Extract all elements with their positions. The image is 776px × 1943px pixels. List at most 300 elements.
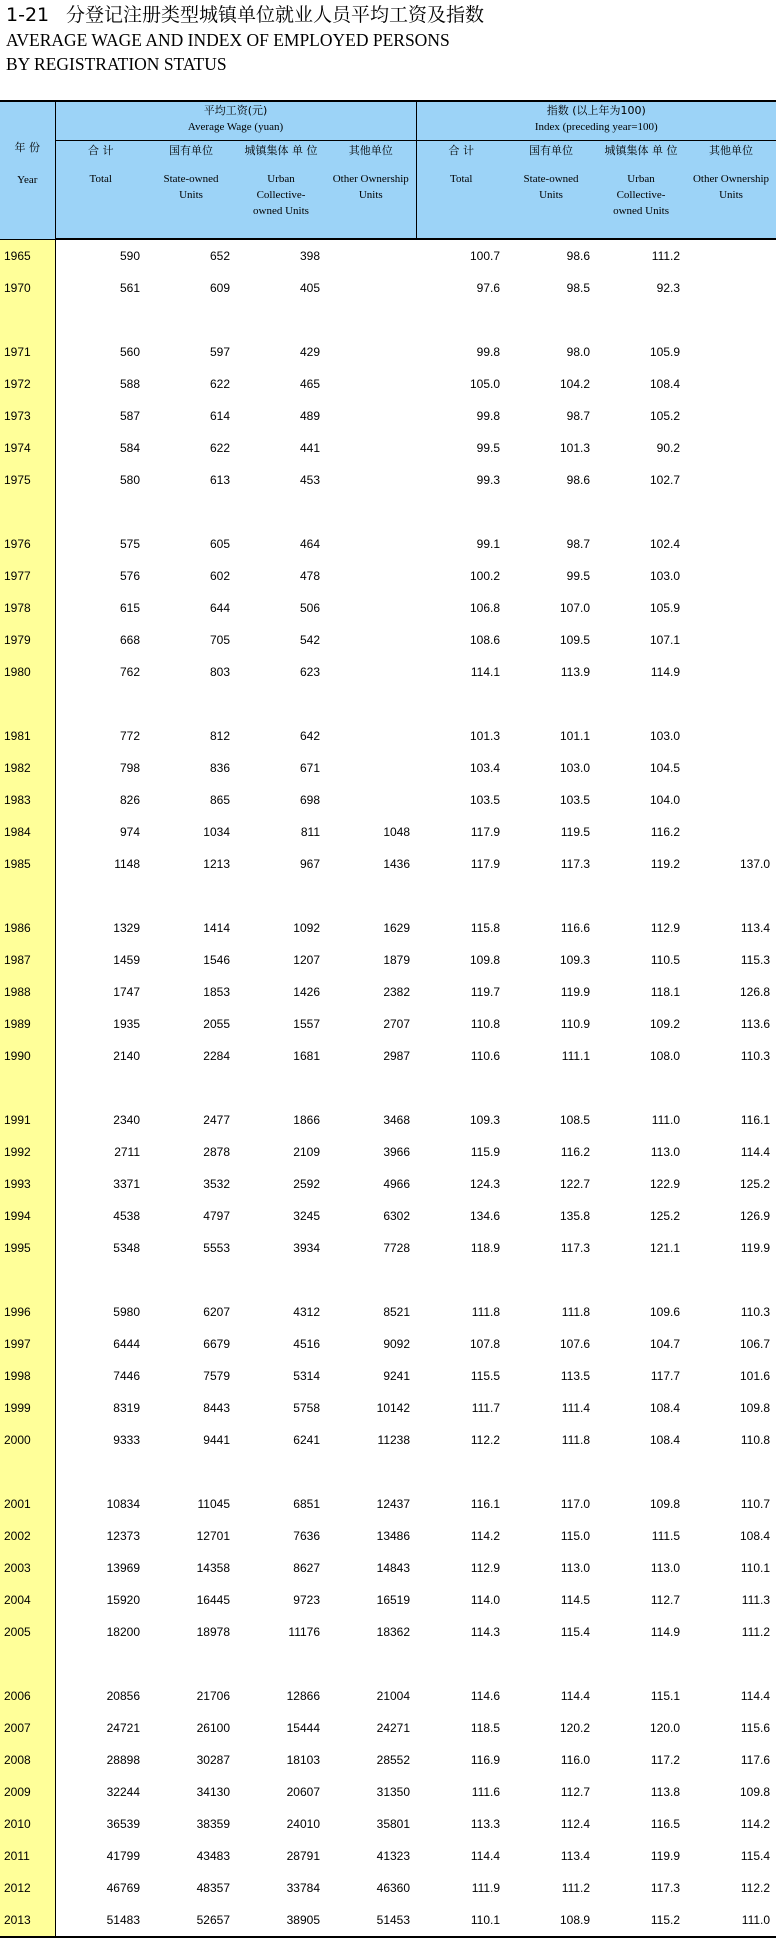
empty-cell: [55, 688, 146, 720]
spacer-row: [0, 1264, 776, 1296]
empty-cell: [686, 1456, 776, 1488]
wage-cell: 11176: [288, 1625, 320, 1639]
column-header-wage-4: [326, 141, 416, 240]
empty-cell: [416, 688, 506, 720]
empty-cell: [55, 304, 146, 336]
index-cell: 116.1: [470, 1497, 501, 1511]
index-cell: 107.0: [560, 601, 591, 615]
wage-cell: 51453: [326, 1904, 416, 1937]
index-cell: 114.4: [740, 1689, 771, 1703]
wage-cell: 20607: [286, 1785, 320, 1799]
year-cell: 1992: [0, 1136, 55, 1168]
year-cell: 1965: [0, 239, 55, 272]
index-cell: 113.8: [650, 1785, 681, 1799]
wage-cell: 6851: [293, 1497, 320, 1511]
year-cell: [0, 688, 55, 720]
wage-cell: 13486: [376, 1529, 411, 1543]
empty-cell: [236, 1456, 326, 1488]
table-title-en-line1: AVERAGE WAGE AND INDEX OF EMPLOYED PERSONS: [6, 30, 450, 50]
year-header-zh: 年 份: [14, 141, 40, 154]
wage-cell: 4516: [293, 1337, 320, 1351]
wage-cell: 26100: [196, 1721, 230, 1735]
wage-cell: 34130: [196, 1785, 230, 1799]
index-cell: 114.9: [650, 1625, 681, 1639]
wage-cell: 24721: [106, 1721, 140, 1735]
index-cell: 99.8: [476, 345, 501, 359]
wage-cell: [326, 368, 416, 400]
wage-cell: 478: [299, 569, 320, 583]
index-cell: 110.1: [416, 1904, 506, 1937]
year-cell: 1984: [0, 816, 55, 848]
table-row: [0, 1008, 776, 1040]
index-cell: 111.0: [651, 1113, 681, 1127]
year-cell: 2009: [0, 1776, 55, 1808]
table-row: [0, 752, 776, 784]
index-cell: 116.6: [560, 921, 591, 935]
wage-cell: 8319: [113, 1401, 140, 1415]
wage-cell: 597: [209, 345, 230, 359]
index-cell: 105.9: [650, 601, 681, 615]
table-row: [0, 912, 776, 944]
wage-cell: 16445: [196, 1593, 230, 1607]
year-cell: 1976: [0, 528, 55, 560]
wage-cell: 14358: [196, 1561, 230, 1575]
spacer-row: [0, 1072, 776, 1104]
table-row: [0, 784, 776, 816]
wage-cell: 9723: [293, 1593, 320, 1607]
index-cell: [686, 239, 776, 272]
year-cell: 2004: [0, 1584, 55, 1616]
wage-cell: 642: [299, 729, 320, 743]
index-cell: 108.4: [650, 377, 681, 391]
empty-cell: [236, 496, 326, 528]
column-header-index-3: [596, 141, 686, 240]
wage-cell: 41323: [376, 1849, 411, 1863]
table-row: [0, 944, 776, 976]
wage-cell: 1426: [293, 985, 320, 999]
wage-cell: 12701: [196, 1529, 230, 1543]
index-cell: 116.5: [650, 1817, 681, 1831]
wage-cell: 811: [300, 825, 320, 839]
year-cell: 1981: [0, 720, 55, 752]
index-cell: 126.9: [740, 1209, 771, 1223]
empty-cell: [236, 304, 326, 336]
empty-cell: [146, 1264, 236, 1296]
wage-cell: 2284: [203, 1049, 230, 1063]
wage-cell: 602: [209, 569, 230, 583]
index-cell: 99.8: [476, 409, 501, 423]
index-cell: 114.2: [470, 1529, 501, 1543]
year-cell: 1973: [0, 400, 55, 432]
index-cell: 100.2: [470, 569, 501, 583]
index-cell: 103.5: [560, 793, 591, 807]
wage-cell: 20856: [106, 1689, 140, 1703]
column-header-en: Other Ownership Units: [332, 173, 409, 201]
index-cell: 120.2: [560, 1721, 591, 1735]
year-cell: [0, 1072, 55, 1104]
index-cell: 111.9: [471, 1881, 501, 1895]
wage-cell: 622: [209, 377, 230, 391]
index-cell: 112.4: [560, 1817, 591, 1831]
wage-cell: 3532: [203, 1177, 230, 1191]
empty-cell: [326, 1648, 416, 1680]
table-row: [0, 592, 776, 624]
wage-cell: 28791: [286, 1849, 320, 1863]
index-cell: 119.9: [650, 1849, 681, 1863]
index-cell: 137.0: [740, 857, 771, 871]
index-cell: 115.3: [740, 953, 771, 967]
wage-cell: 644: [209, 601, 230, 615]
table-row: [0, 368, 776, 400]
wage-cell: 575: [119, 537, 140, 551]
year-cell: 1974: [0, 432, 55, 464]
index-cell: 90.2: [656, 441, 681, 455]
index-cell: 112.7: [560, 1785, 591, 1799]
wage-cell: 46360: [376, 1881, 411, 1895]
wage-cell: 1414: [203, 921, 230, 935]
column-header-zh: 城镇集体 单 位: [604, 144, 678, 157]
index-cell: 98.7: [566, 537, 591, 551]
empty-cell: [55, 1648, 146, 1680]
wage-cell: 46769: [106, 1881, 140, 1895]
column-header-wage-1: [55, 141, 146, 240]
wage-cell: 21004: [376, 1689, 411, 1703]
year-cell: 1997: [0, 1328, 55, 1360]
index-cell: [686, 560, 776, 592]
table-title-zh-text: 分登记注册类型城镇单位就业人员平均工资及指数: [66, 4, 485, 26]
index-cell: 110.8: [740, 1433, 771, 1447]
wage-cell: 576: [119, 569, 140, 583]
year-cell: 1970: [0, 272, 55, 304]
index-cell: 108.4: [650, 1433, 681, 1447]
table-row: [0, 1584, 776, 1616]
index-cell: 116.2: [560, 1145, 591, 1159]
index-cell: 110.9: [560, 1017, 591, 1031]
wage-cell: 1459: [113, 953, 140, 967]
index-cell: 116.1: [740, 1113, 771, 1127]
wage-cell: 560: [119, 345, 140, 359]
wage-cell: 580: [119, 473, 140, 487]
year-cell: [0, 1264, 55, 1296]
average-wage-en: Average Wage (yuan): [187, 121, 284, 133]
average-wage-group-header: [55, 101, 416, 141]
year-cell: 2007: [0, 1712, 55, 1744]
index-cell: 109.5: [560, 633, 591, 647]
index-cell: 110.5: [650, 953, 681, 967]
index-cell: 111.6: [471, 1785, 501, 1799]
index-cell: 103.0: [560, 761, 591, 775]
index-cell: 113.0: [650, 1145, 681, 1159]
year-cell: 2008: [0, 1744, 55, 1776]
index-cell: 99.3: [476, 473, 501, 487]
empty-cell: [596, 496, 686, 528]
wage-cell: 6679: [203, 1337, 230, 1351]
wage-cell: 609: [209, 281, 230, 295]
table-row: [0, 720, 776, 752]
table-row: [0, 272, 776, 304]
year-cell: 1972: [0, 368, 55, 400]
wage-cell: 18362: [376, 1625, 411, 1639]
wage-cell: 8521: [383, 1305, 411, 1319]
wage-cell: 12866: [286, 1689, 320, 1703]
index-cell: 98.0: [566, 345, 591, 359]
wage-cell: 3966: [383, 1145, 411, 1159]
wage-cell: 1034: [203, 825, 230, 839]
wage-cell: 613: [209, 473, 230, 487]
wage-cell: 41799: [106, 1849, 140, 1863]
index-cell: 111.8: [471, 1305, 501, 1319]
year-cell: 1991: [0, 1104, 55, 1136]
column-header-index-1: [416, 141, 506, 240]
table-row: [0, 464, 776, 496]
index-cell: 108.9: [506, 1904, 596, 1937]
index-cell: 119.5: [560, 825, 591, 839]
index-cell: 110.6: [470, 1049, 501, 1063]
index-cell: 113.3: [470, 1817, 501, 1831]
wage-cell: 429: [299, 345, 320, 359]
wage-cell: [326, 336, 416, 368]
wage-cell: 489: [299, 409, 320, 423]
empty-cell: [326, 688, 416, 720]
index-cell: 119.2: [650, 857, 681, 871]
column-header-en: Other Ownership Units: [692, 173, 770, 201]
index-cell: 114.2: [740, 1817, 771, 1831]
year-cell: 1979: [0, 624, 55, 656]
index-cell: 111.2: [741, 1625, 771, 1639]
index-cell: [686, 368, 776, 400]
wage-cell: 622: [209, 441, 230, 455]
empty-cell: [506, 1648, 596, 1680]
index-cell: 117.3: [560, 857, 591, 871]
index-cell: 100.7: [470, 249, 501, 263]
wage-cell: 10834: [106, 1497, 140, 1511]
wage-cell: 3245: [293, 1209, 320, 1223]
table-title-en-line2: BY REGISTRATION STATUS: [6, 54, 227, 74]
wage-cell: 48357: [196, 1881, 230, 1895]
empty-cell: [146, 688, 236, 720]
wage-cell: 705: [209, 633, 230, 647]
table-row: [0, 816, 776, 848]
table-row: [0, 1712, 776, 1744]
wage-cell: 803: [209, 665, 230, 679]
index-cell: 110.7: [740, 1497, 771, 1511]
year-cell: 1975: [0, 464, 55, 496]
index-cell: 114.4: [470, 1849, 501, 1863]
wage-cell: [326, 720, 416, 752]
wage-cell: 398: [299, 249, 320, 263]
empty-cell: [506, 688, 596, 720]
table-row: [0, 976, 776, 1008]
empty-cell: [416, 496, 506, 528]
index-cell: [686, 816, 776, 848]
index-cell: 109.8: [650, 1497, 681, 1511]
column-header-en: Total: [450, 173, 473, 185]
table-row: [0, 1776, 776, 1808]
wage-cell: 9333: [113, 1433, 140, 1447]
wage-cell: 6241: [293, 1433, 320, 1447]
index-cell: 114.4: [560, 1689, 591, 1703]
index-cell: 108.6: [470, 633, 501, 647]
index-cell: 109.6: [650, 1305, 681, 1319]
index-cell: 106.8: [470, 601, 501, 615]
wage-cell: 18978: [196, 1625, 230, 1639]
index-cell: 114.3: [470, 1625, 501, 1639]
wage-cell: 668: [119, 633, 140, 647]
spacer-row: [0, 880, 776, 912]
index-cell: 126.8: [740, 985, 771, 999]
empty-cell: [686, 304, 776, 336]
wage-cell: 836: [209, 761, 230, 775]
wage-cell: 2711: [114, 1145, 140, 1159]
wage-cell: 11238: [377, 1433, 411, 1447]
empty-cell: [686, 1264, 776, 1296]
wage-cell: 24271: [376, 1721, 411, 1735]
index-cell: 114.5: [560, 1593, 591, 1607]
column-header-en: Urban Collective-owned Units: [253, 173, 309, 217]
table-row: [0, 848, 776, 880]
index-cell: 115.6: [740, 1721, 771, 1735]
index-cell: 117.6: [740, 1753, 771, 1767]
wage-cell: 590: [119, 249, 140, 263]
wage-cell: 30287: [196, 1753, 230, 1767]
wage-cell: [326, 432, 416, 464]
wage-cell: 2382: [383, 985, 411, 999]
index-cell: 113.4: [740, 921, 771, 935]
wage-cell: 3934: [293, 1241, 320, 1255]
wage-cell: 967: [299, 857, 320, 871]
index-cell: [686, 336, 776, 368]
wage-cell: 1879: [383, 953, 411, 967]
column-header-en: Total: [89, 173, 112, 185]
wage-cell: 2477: [203, 1113, 230, 1127]
index-cell: 110.1: [740, 1561, 771, 1575]
year-cell: 1994: [0, 1200, 55, 1232]
year-cell: 2010: [0, 1808, 55, 1840]
index-cell: 103.0: [650, 729, 681, 743]
wage-cell: 772: [119, 729, 140, 743]
index-cell: 111.3: [741, 1593, 771, 1607]
table-row: [0, 432, 776, 464]
wage-cell: 441: [299, 441, 320, 455]
wage-cell: [326, 784, 416, 816]
empty-cell: [596, 1648, 686, 1680]
empty-cell: [596, 1456, 686, 1488]
index-cell: 118.5: [470, 1721, 501, 1735]
wage-cell: 32244: [106, 1785, 140, 1799]
index-cell: [686, 720, 776, 752]
column-header-en: State-owned Units: [523, 173, 579, 201]
year-cell: 2002: [0, 1520, 55, 1552]
table-row: [0, 528, 776, 560]
index-cell: 111.2: [561, 1881, 591, 1895]
wage-cell: 698: [299, 793, 320, 807]
empty-cell: [55, 496, 146, 528]
wage-cell: 1048: [383, 825, 411, 839]
wage-cell: 5553: [203, 1241, 230, 1255]
wage-cell: 561: [119, 281, 140, 295]
index-cell: 105.2: [650, 409, 681, 423]
index-cell: [686, 656, 776, 688]
index-cell: 99.1: [476, 537, 501, 551]
wage-cell: 12373: [106, 1529, 140, 1543]
column-header-index-4: [686, 141, 776, 240]
index-cell: 125.2: [740, 1177, 771, 1191]
year-cell: 1996: [0, 1296, 55, 1328]
wage-cell: 974: [119, 825, 140, 839]
wage-cell: 31350: [376, 1785, 411, 1799]
year-cell: 2000: [0, 1424, 55, 1456]
empty-cell: [506, 1456, 596, 1488]
index-cell: 117.2: [650, 1753, 681, 1767]
wage-cell: 8627: [293, 1561, 320, 1575]
empty-cell: [596, 1264, 686, 1296]
empty-cell: [146, 304, 236, 336]
year-cell: 1978: [0, 592, 55, 624]
wage-cell: [326, 624, 416, 656]
spacer-row: [0, 304, 776, 336]
spacer-row: [0, 1456, 776, 1488]
wage-cell: [326, 592, 416, 624]
empty-cell: [236, 1264, 326, 1296]
wage-cell: 1207: [293, 953, 320, 967]
empty-cell: [686, 1648, 776, 1680]
wage-cell: 623: [299, 665, 320, 679]
index-cell: 115.2: [596, 1904, 686, 1937]
table-row: [0, 400, 776, 432]
index-cell: 105.9: [650, 345, 681, 359]
index-cell: 97.6: [476, 281, 501, 295]
wage-cell: 2707: [383, 1017, 411, 1031]
year-cell: 1986: [0, 912, 55, 944]
year-cell: 2012: [0, 1872, 55, 1904]
empty-cell: [596, 880, 686, 912]
wage-cell: 15444: [286, 1721, 320, 1735]
column-header-index-2: [506, 141, 596, 240]
empty-cell: [416, 1072, 506, 1104]
index-cell: 104.2: [560, 377, 591, 391]
index-cell: 101.3: [560, 441, 591, 455]
empty-cell: [686, 1072, 776, 1104]
index-cell: 110.8: [470, 1017, 501, 1031]
table-row: [0, 1616, 776, 1648]
index-cell: 98.6: [566, 473, 591, 487]
wage-cell: 865: [209, 793, 230, 807]
wage-cell: 652: [209, 249, 230, 263]
wage-cell: 12437: [376, 1497, 411, 1511]
empty-cell: [686, 880, 776, 912]
year-cell: [0, 1648, 55, 1680]
table-row: [0, 1392, 776, 1424]
wage-cell: 2055: [203, 1017, 230, 1031]
table-row: [0, 1808, 776, 1840]
wage-cell: 1436: [383, 857, 411, 871]
wage-cell: 1557: [293, 1017, 320, 1031]
wage-cell: 2987: [383, 1049, 411, 1063]
wage-cell: 3468: [383, 1113, 411, 1127]
index-cell: 113.4: [560, 1849, 591, 1863]
wage-cell: 5314: [293, 1369, 320, 1383]
wage-cell: 28552: [376, 1753, 411, 1767]
wage-cell: 7446: [113, 1369, 140, 1383]
index-cell: 103.0: [650, 569, 681, 583]
index-cell: 105.0: [470, 377, 501, 391]
year-cell: 1990: [0, 1040, 55, 1072]
index-cell: 108.4: [650, 1401, 681, 1415]
wage-cell: 43483: [196, 1849, 230, 1863]
index-cell: 103.5: [470, 793, 501, 807]
index-cell: 117.7: [650, 1369, 681, 1383]
index-cell: 115.4: [560, 1625, 591, 1639]
